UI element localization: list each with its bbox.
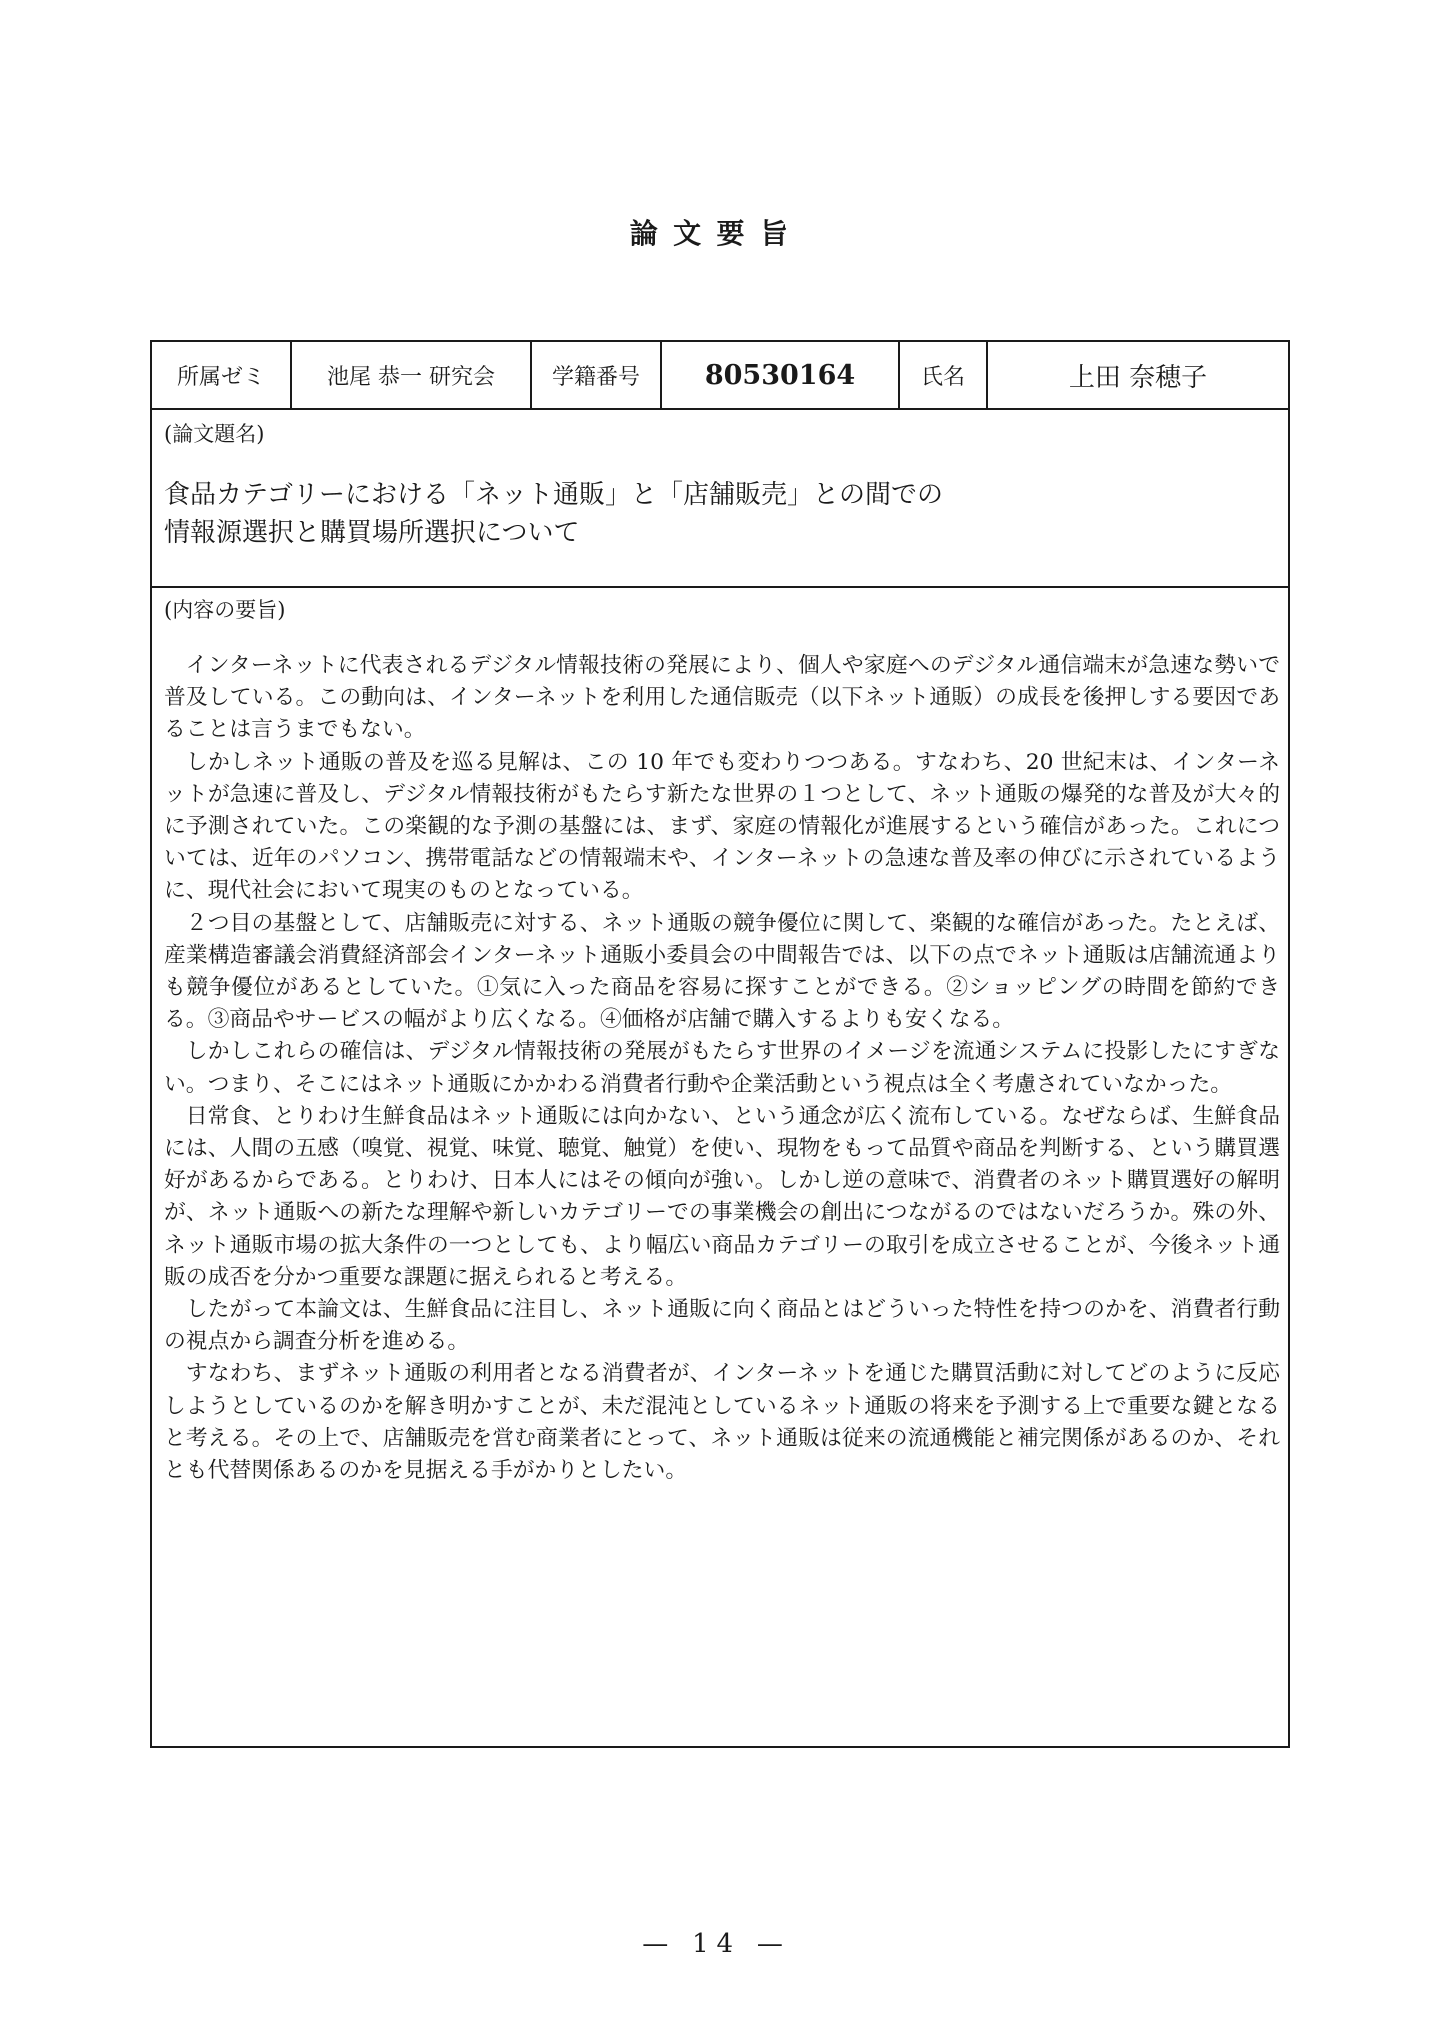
- seminar-value: 池尾 恭一 研究会: [292, 342, 532, 408]
- summary-paragraph: ２つ目の基盤として、店舗販売に対する、ネット通販の競争優位に関して、楽観的な確信があった。たとえば、産業構造審議会消費経済部会インターネット通販小委員会の中間報告では、以下の点でネット通販は店舗流通よりも競争優位があるとしていた。①気に入った商品を容易に探すことができる。②ショッピングの時間を節約できる。③商品やサービスの幅がより広くなる。④価格が店舗で購入するよりも安くなる。: [164, 910, 1280, 1033]
- thesis-title: [164, 476, 943, 552]
- summary-label: (内容の要旨): [164, 598, 286, 622]
- name-label: 氏名: [900, 342, 988, 408]
- summary-paragraph: しかしネット通販の普及を巡る見解は、この 10 年でも変わりつつある。すなわち、20 世紀末は、インターネットが急速に普及し、デジタル情報技術がもたらす新たな世界の１つとして、ネット通販の爆発的な普及が大々的に予測されていた。この楽観的な予測の基盤には、まず、家庭の情報化が進展するという確信があった。これについては、近年のパソコン、携帯電話などの情報端末や、インターネットの急速な普及率の伸びに示されているように、現代社会において現実のものとなっている。: [164, 749, 1280, 904]
- page-number: — 14 —: [642, 1929, 791, 1959]
- thesis-title-section: [152, 410, 1288, 588]
- student-id-value: 80530164: [662, 342, 900, 408]
- summary-paragraph: 日常食、とりわけ生鮮食品はネット通販には向かない、という通念が広く流布している。なぜならば、生鮮食品には、人間の五感（嗅覚、視覚、味覚、聴覚、触覚）を使い、現物をもって品質や商品を判断する、という購買選好があるからである。とりわけ、日本人にはその傾向が強い。しかし逆の意味で、消費者のネット購買選好の解明が、ネット通販への新たな理解や新しいカテゴリーでの事業機会の創出につながるのではないだろうか。殊の外、ネット通販市場の拡大条件の一つとしても、より幅広い商品カテゴリーの取引を成立させることが、今後ネット通販の成否を分かつ重要な課題に据えられると考える。: [164, 1103, 1280, 1290]
- student-info-row: [152, 342, 1288, 410]
- student-id-label: 学籍番号: [532, 342, 662, 408]
- thesis-title-label: (論文題名): [164, 422, 265, 446]
- summary-form: [150, 340, 1290, 1748]
- name-value: 上田 奈穂子: [1068, 362, 1208, 393]
- thesis-title-line: 情報源選択と購買場所選択について: [164, 518, 580, 548]
- document-title: 論文要旨: [629, 217, 804, 250]
- summary-body: [164, 650, 1280, 1487]
- summary-paragraph: すなわち、まずネット通販の利用者となる消費者が、インターネットを通じた購買活動に対してどのように反応しようとしているのかを解き明かすことが、未だ混沌としているネット通販の将来を予測する上で重要な鍵となると考える。その上で、店舗販売を営む商業者にとって、ネット通販は従来の流通機能と補完関係があるのか、それとも代替関係あるのかを見据える手がかりとしたい。: [164, 1361, 1280, 1484]
- summary-paragraph: インターネットに代表されるデジタル情報技術の発展により、個人や家庭へのデジタル通信端末が急速な勢いで普及している。この動向は、インターネットを利用した通信販売（以下ネット通販）の成長を後押しする要因であることは言うまでもない。: [164, 653, 1280, 743]
- seminar-label: 所属ゼミ: [152, 342, 292, 408]
- thesis-title-line: 食品カテゴリーにおける「ネット通販」と「店舗販売」との間での: [164, 480, 943, 510]
- summary-paragraph: しかしこれらの確信は、デジタル情報技術の発展がもたらす世界のイメージを流通システムに投影したにすぎない。つまり、そこにはネット通販にかかわる消費者行動や企業活動という視点は全く考慮されていなかった。: [164, 1039, 1280, 1097]
- summary-section: [152, 588, 1288, 1748]
- summary-paragraph: したがって本論文は、生鮮食品に注目し、ネット通販に向く商品とはどういった特性を持つのかを、消費者行動の視点から調査分析を進める。: [164, 1297, 1280, 1355]
